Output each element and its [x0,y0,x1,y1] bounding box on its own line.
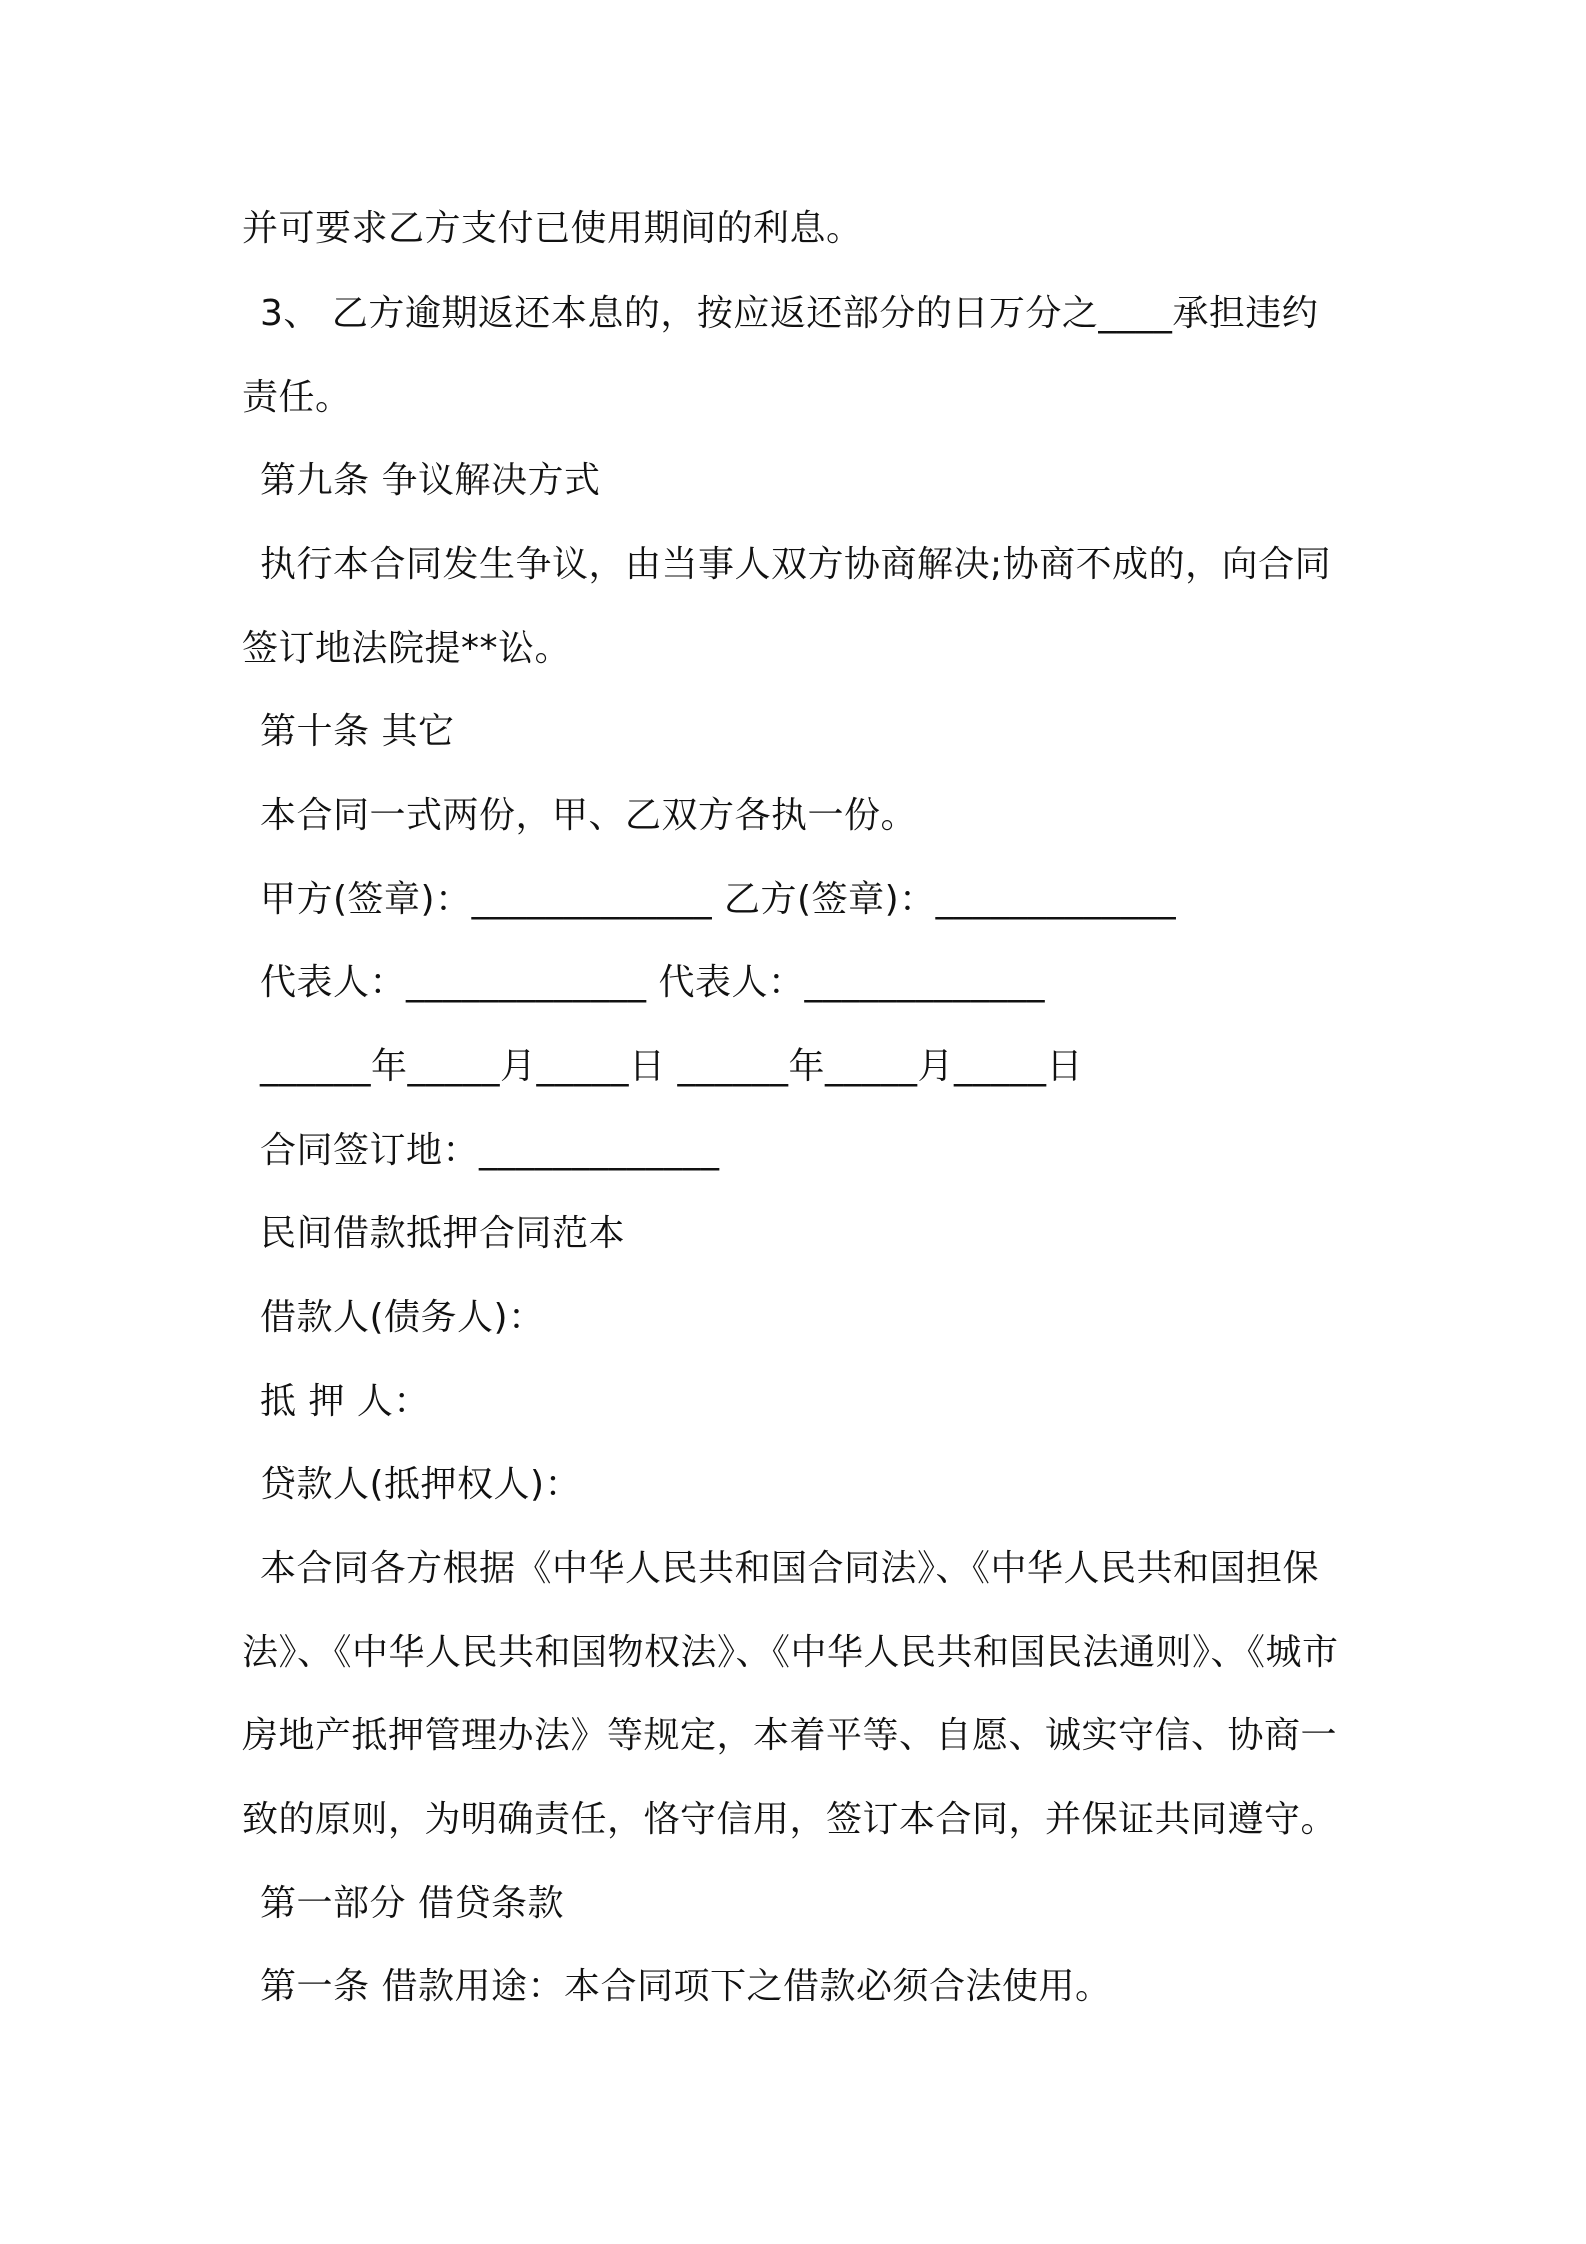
document-title: 民间借款抵押合同范本 [260,1213,626,1254]
section-heading: 第一部分 借贷条款 [260,1883,564,1924]
text-line: 执行本合同发生争议，由当事人双方协商解决;协商不成的，向合同 [260,544,1332,585]
date-line: ______年_____月_____日 ______年_____月_____日 [260,1046,1083,1087]
text-line: 3、 乙方逾期返还本息的，按应返还部分的日万分之____承担违约 [260,293,1319,334]
borrower-line: 借款人(债务人)： [260,1297,545,1338]
text-line: 法》、《中华人民共和国物权法》、《中华人民共和国民法通则》、《城市 [242,1632,1339,1673]
mortgagor-line: 抵 押 人： [260,1381,430,1422]
text-line: 第一条 借款用途：本合同项下之借款必须合法使用。 [260,1966,1112,2007]
text-line: 房地产抵押管理办法》等规定，本着平等、自愿、诚实守信、协商一 [242,1715,1338,1756]
text-line: 本合同一式两份，甲、乙双方各执一份。 [260,795,918,836]
signature-line: 甲方(签章)：_____________ 乙方(签章)：_____________ [260,879,1177,920]
representative-line: 代表人：_____________ 代表人：_____________ [260,962,1045,1003]
text-line: 并可要求乙方支付已使用期间的利息。 [242,208,863,249]
section-heading: 第十条 其它 [260,711,455,752]
text-line: 责任。 [242,377,352,418]
text-line: 致的原则，为明确责任，恪守信用，签订本合同，并保证共同遵守。 [242,1799,1338,1840]
text-line: 本合同各方根据《中华人民共和国合同法》、《中华人民共和国担保 [260,1548,1320,1589]
signing-place-line: 合同签订地：_____________ [260,1130,720,1171]
section-heading: 第九条 争议解决方式 [260,460,601,501]
lender-line: 贷款人(抵押权人)： [260,1464,582,1505]
text-line: 签订地法院提**讼。 [242,628,572,669]
